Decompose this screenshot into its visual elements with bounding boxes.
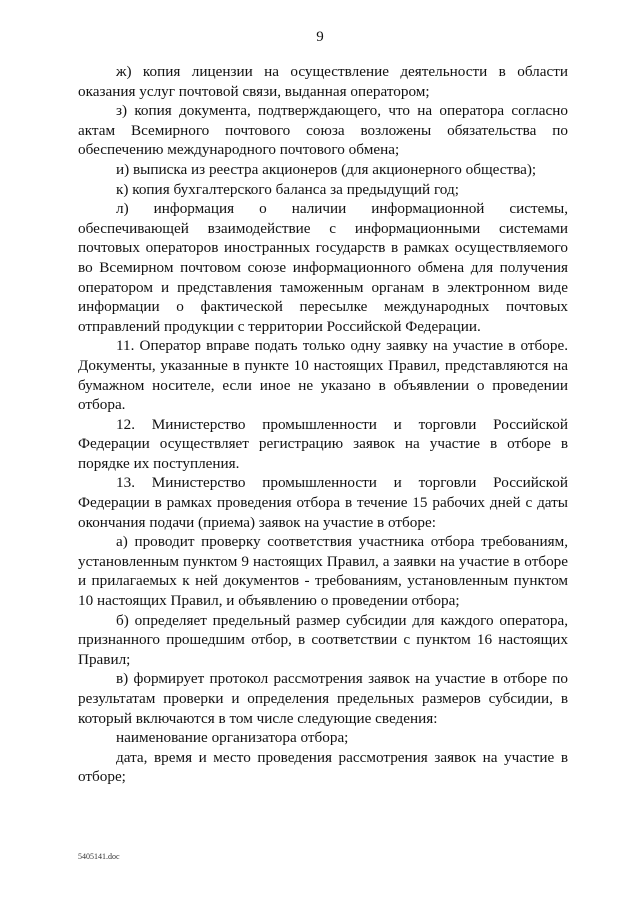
paragraph-13v: в) формирует протокол рассмотрения заявок на участие в отборе по результатам проверки и определения предельных размеров субсидии, в который включаются в том числе следующие сведения: bbox=[78, 670, 568, 727]
paragraph-11: 11. Оператор вправе подать только одну заявку на участие в отборе. Документы, указанные в пункте 10 настоящих Правил, представляются на бумажном носителе, если иное не указано в объявлении о проведении отбора. bbox=[78, 337, 568, 414]
paragraph-l: л) информация о наличии информационной системы, обеспечивающей взаимодействие с информационными системами почтовых операторов иностранных государств в рамках осуществляемого во Всемирном почтовом союзе информационного обмена для получения оператором и представления таможенным органам в электронном виде информации о фактической пересылке международных почтовых отправлений продукции с территории Российской Федерации. bbox=[78, 200, 568, 335]
paragraph-z: з) копия документа, подтверждающего, что на оператора согласно актам Всемирного почтового союза возложены обязательства по обеспечению международного почтового обмена; bbox=[78, 102, 568, 159]
paragraph-13a: а) проводит проверку соответствия участника отбора требованиям, установленным пунктом 9 настоящих Правил, а заявки на участие в отборе и прилагаемых к ней документов - требованиям, установленным пунктом 10 настоящих Правил, и объявлению о проведении отбора; bbox=[78, 533, 568, 610]
paragraph-12: 12. Министерство промышленности и торговли Российской Федерации осуществляет регистрацию заявок на участие в отборе в порядке их поступления. bbox=[78, 415, 568, 472]
paragraph-13b: б) определяет предельный размер субсидии для каждого оператора, признанного прошедшим отбор, в соответствии с пунктом 16 настоящих Правил; bbox=[78, 611, 568, 668]
paragraph-organizer-name: наименование организатора отбора; bbox=[116, 729, 349, 747]
paragraph-i: и) выписка из реестра акционеров (для акционерного общества); bbox=[116, 160, 537, 178]
document-body bbox=[78, 62, 568, 787]
paragraph-k: к) копия бухгалтерского баланса за предыдущий год; bbox=[116, 180, 459, 198]
document-filename: 5405141.doc bbox=[78, 852, 120, 861]
paragraph-13: 13. Министерство промышленности и торговли Российской Федерации в рамках проведения отбора в течение 15 рабочих дней с даты окончания подачи (приема) заявок на участие в отборе: bbox=[78, 474, 568, 531]
paragraph-zh: ж) копия лицензии на осуществление деятельности в области оказания услуг почтовой связи, выданная оператором; bbox=[78, 63, 568, 100]
page-number: 9 bbox=[316, 29, 324, 45]
paragraph-date-time-place: дата, время и место проведения рассмотрения заявок на участие в отборе; bbox=[78, 748, 568, 786]
